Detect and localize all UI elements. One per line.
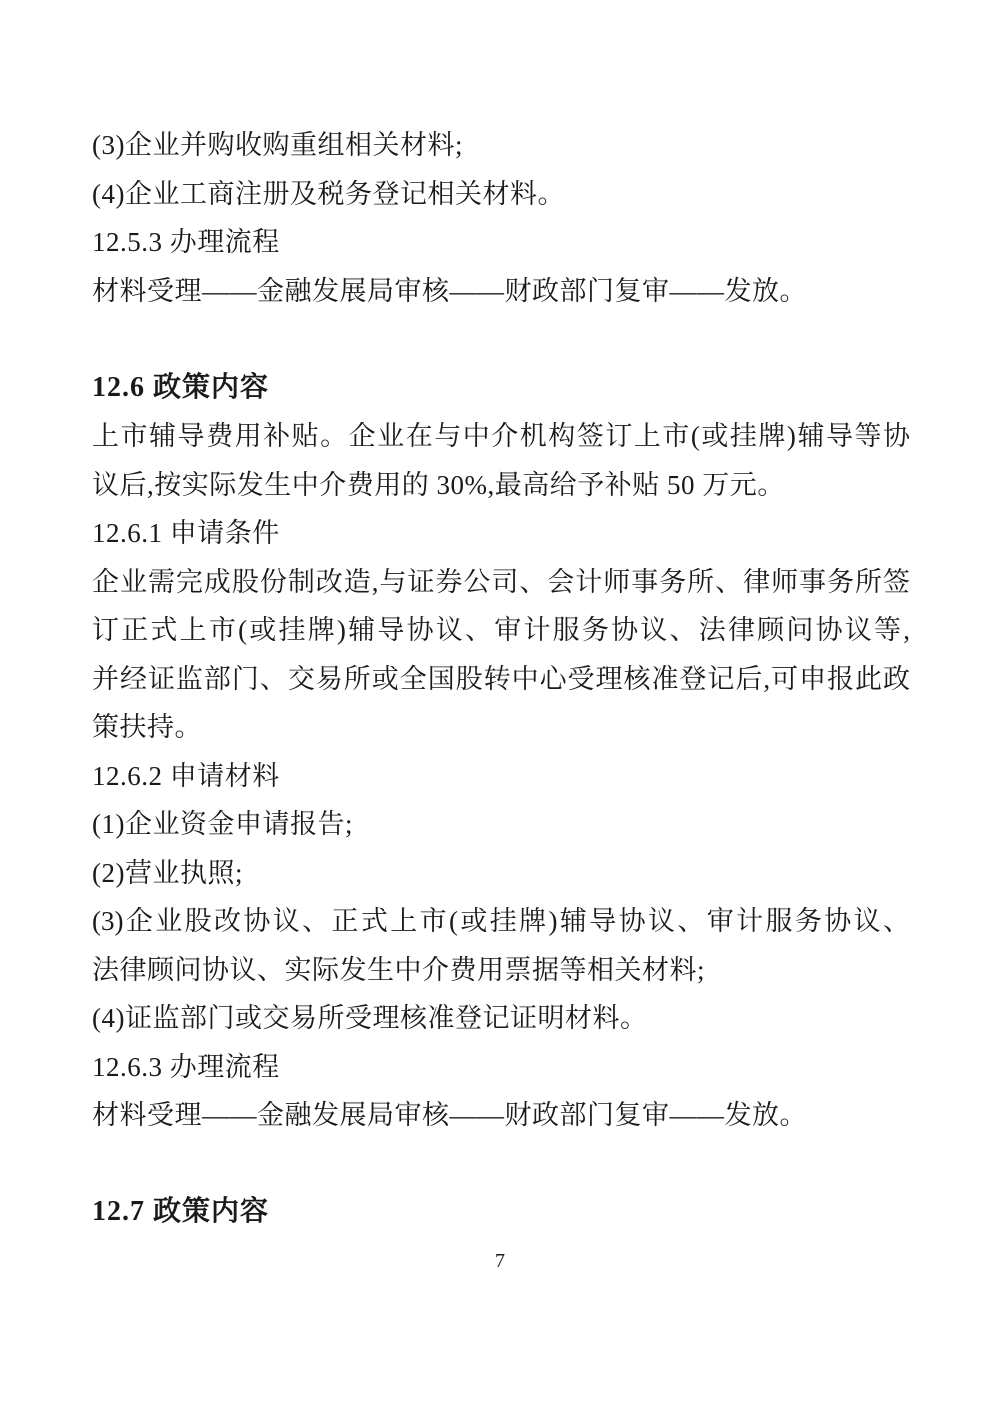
material-item-4: (4)证监部门或交易所受理核准登记证明材料。 [92,1003,648,1033]
condition-line-4: 策扶持。 [92,712,202,742]
document-body [92,121,910,1237]
subsection-12-6-2-heading: 12.6.2 申请材料 [92,760,280,791]
condition-line-1: 企业需完成股份制改造,与证券公司、会计师事务所、律师事务所签 [92,566,910,597]
condition-line-3: 并经证监部门、交易所或全国股转中心受理核准登记后,可申报此政 [92,663,910,694]
process-flow-12-5: 材料受理——金融发展局审核——财政部门复审——发放。 [92,275,807,306]
policy-12-6-line-1: 上市辅导费用补贴。企业在与中介机构签订上市(或挂牌)辅导等协 [92,421,910,451]
material-item-2: (2)营业执照; [92,857,243,888]
page-number: 7 [495,1250,505,1272]
list-item-3-merger-materials: (3)企业并购收购重组相关材料; [92,130,463,160]
subsection-12-6-1-heading: 12.6.1 申请条件 [92,518,280,548]
policy-12-6-line-2: 议后,按实际发生中介费用的 30%,最高给予补贴 50 万元。 [92,469,785,500]
material-item-3-line-1: (3)企业股改协议、正式上市(或挂牌)辅导协议、审计服务协议、 [92,906,910,936]
material-item-3-line-2: 法律顾问协议、实际发生中介费用票据等相关材料; [92,954,706,985]
subsection-12-5-3-heading: 12.5.3 办理流程 [92,227,280,257]
process-flow-12-6: 材料受理——金融发展局审核——财政部门复审——发放。 [92,1100,807,1130]
list-item-4-registration-materials: (4)企业工商注册及税务登记相关材料。 [92,178,565,209]
material-item-1: (1)企业资金申请报告; [92,809,353,839]
condition-line-2: 订正式上市(或挂牌)辅导协议、审计服务协议、法律顾问协议等, [92,615,910,645]
blank-line [92,1140,910,1189]
blank-line [92,315,910,364]
section-12-6-heading: 12.6 政策内容 [92,371,270,403]
subsection-12-6-3-heading: 12.6.3 办理流程 [92,1051,280,1082]
page-footer [0,1250,1000,1273]
section-12-7-heading: 12.7 政策内容 [92,1196,270,1227]
